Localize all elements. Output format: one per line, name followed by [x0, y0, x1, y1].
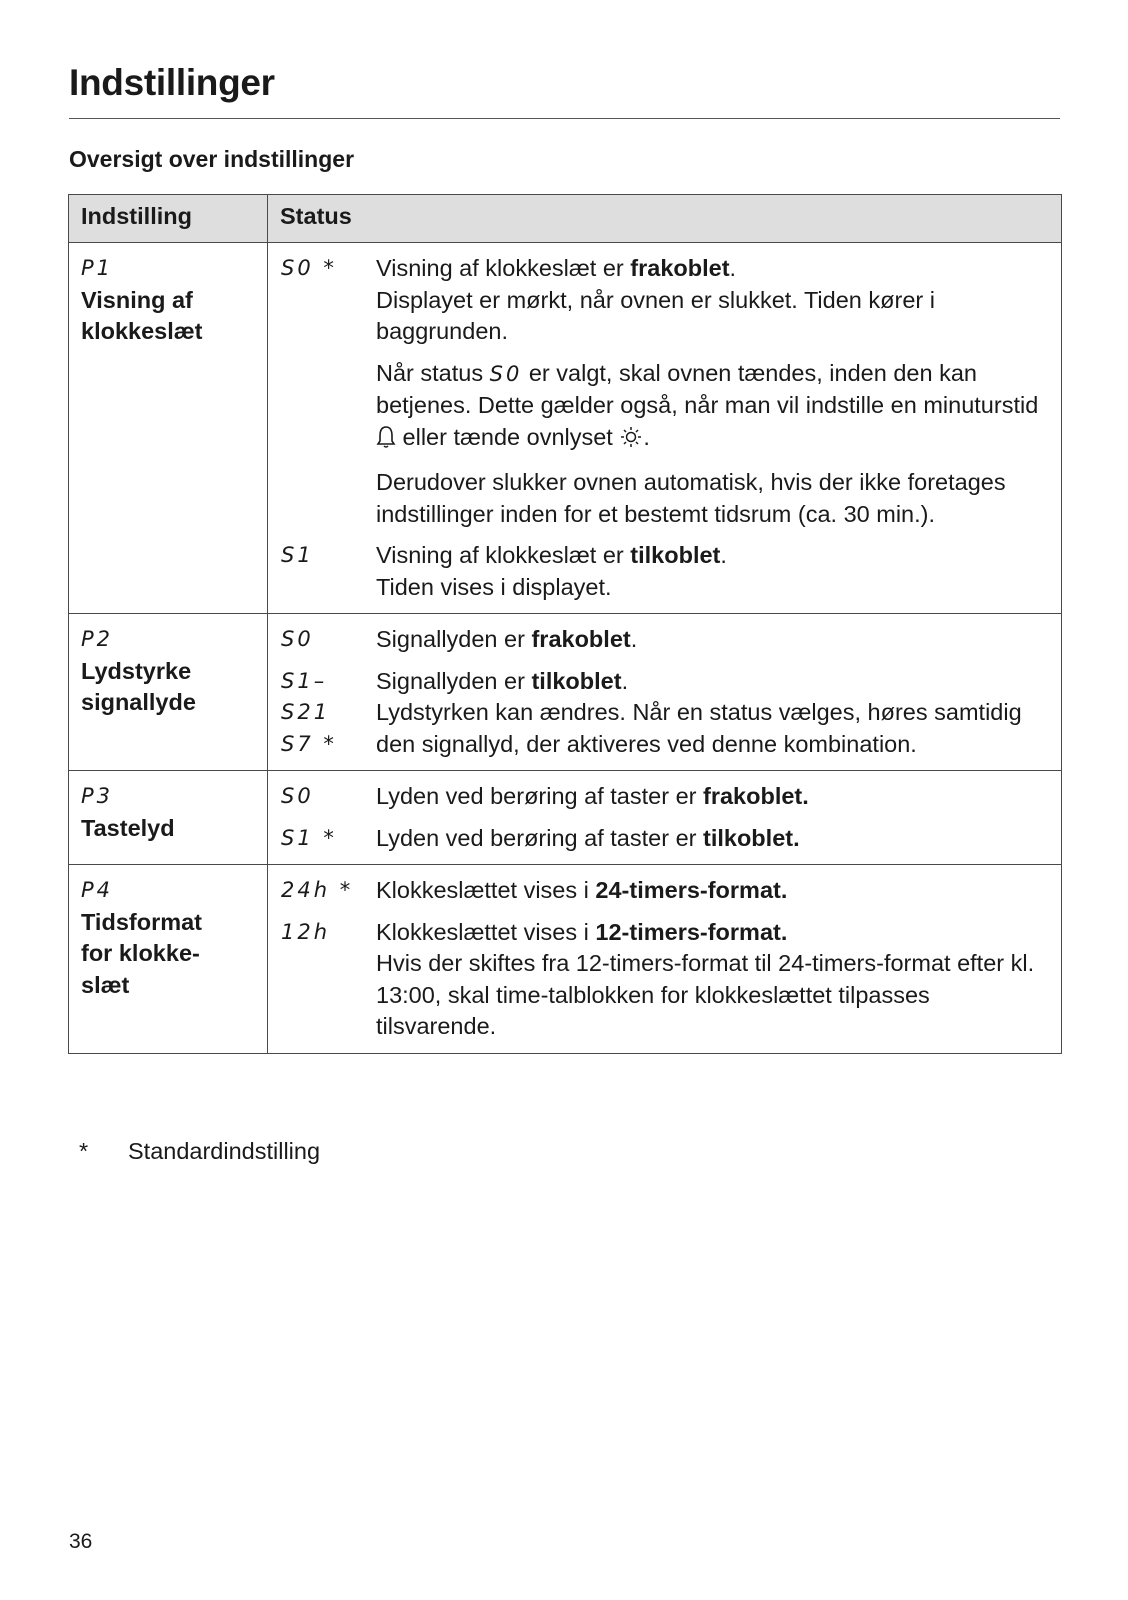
desc-bold: tilkoblet	[531, 667, 622, 694]
status-description	[376, 823, 1061, 855]
setting-code: P4	[81, 878, 114, 902]
status-entry	[268, 540, 1061, 603]
setting-cell	[69, 771, 268, 865]
setting-label: klokkeslæt	[81, 318, 203, 344]
status-entry	[268, 875, 1061, 907]
desc-text: Klokkeslættet vises i	[376, 918, 596, 945]
status-entry	[268, 253, 1061, 530]
status-code: 24h *	[281, 878, 354, 902]
desc-text: Signallyden er	[376, 667, 532, 694]
setting-label: for klokke-	[81, 940, 200, 966]
table-row	[69, 243, 1062, 614]
setting-label: Tidsformat	[81, 908, 202, 935]
desc-text: .	[630, 626, 638, 652]
table-row	[69, 771, 1062, 865]
bell-icon	[376, 425, 396, 458]
desc-text: Displayet er mørkt, når ovnen er slukket. Tiden kører i baggrunden.	[376, 286, 935, 344]
desc-text: Visning af klokkeslæt er	[376, 542, 631, 568]
status-cell	[268, 771, 1062, 865]
status-code: S0	[281, 784, 314, 808]
desc-bold: tilkoblet.	[703, 824, 800, 851]
status-code: S21	[281, 700, 331, 724]
status-entry	[268, 666, 1061, 761]
desc-text: Derudover slukker ovnen automatisk, hvis der ikke foretages indstillinger inden for et bestemt tidsrum (ca. 30 min.).	[376, 469, 1006, 527]
desc-bold: 24-timers-format.	[595, 877, 788, 903]
desc-text: Visning af klokkeslæt er	[376, 255, 631, 281]
setting-cell	[69, 865, 268, 1054]
footnote-text: Standardindstilling	[128, 1138, 321, 1164]
desc-text: Lydstyrken kan ændres. Når en status vælges, høres samtidig den signallyd, der aktiveres ved denne kombination.	[376, 699, 1022, 757]
footnote-marker: *	[79, 1138, 89, 1164]
status-description	[376, 624, 1061, 656]
setting-label: Visning af	[81, 286, 193, 313]
status-code: S7 *	[281, 731, 337, 756]
column-header-setting: Indstilling	[69, 195, 268, 243]
inline-status-code: S0	[489, 361, 523, 386]
desc-text: Tiden vises i displayet.	[376, 573, 612, 600]
desc-bold: tilkoblet	[630, 542, 721, 568]
status-entry	[268, 917, 1061, 1043]
desc-bold: frakoblet.	[703, 783, 809, 809]
desc-text: .	[621, 667, 629, 694]
desc-text: er valgt, skal ovnen tændes, inden den kan betjenes. Dette gælder også, når man vil indstille en minuturstid	[376, 359, 1039, 418]
table-header-row	[69, 195, 1062, 243]
footnote	[79, 1138, 321, 1165]
status-code: S0 *	[281, 256, 337, 280]
table-row	[69, 614, 1062, 771]
status-code: 12h	[281, 919, 331, 944]
desc-text: eller tænde ovnlyset	[396, 423, 620, 450]
status-cell	[268, 614, 1062, 771]
setting-label: slæt	[81, 971, 130, 998]
desc-text: .	[643, 423, 650, 450]
setting-code: P3	[81, 784, 114, 808]
desc-text: .	[729, 255, 737, 281]
status-description	[376, 253, 1061, 530]
status-description	[376, 666, 1061, 761]
setting-label: Lydstyrke	[81, 657, 192, 684]
table-row	[69, 865, 1062, 1054]
oven-light-icon	[619, 425, 643, 458]
desc-text: Klokkeslættet vises i	[376, 877, 596, 903]
desc-text: Hvis der skiftes fra 12-timers-format til 24-timers-format efter kl. 13:00, skal time-talblokken for klokkeslættet tilpasses tilsvarende.	[376, 950, 1035, 1039]
column-header-status: Status	[268, 195, 1062, 243]
status-cell	[268, 865, 1062, 1054]
status-description	[376, 540, 1061, 603]
status-entry	[268, 781, 1061, 813]
desc-text: Når status	[376, 359, 490, 386]
setting-cell	[69, 243, 268, 614]
setting-code: P1	[81, 256, 114, 280]
desc-bold: frakoblet	[630, 255, 730, 281]
desc-text: Lyden ved berøring af taster er	[376, 783, 703, 809]
status-code: S1 *	[281, 825, 337, 850]
setting-cell	[69, 614, 268, 771]
status-description	[376, 875, 1061, 907]
desc-text: Signallyden er	[376, 626, 532, 652]
title-divider	[69, 118, 1060, 119]
status-cell	[268, 243, 1062, 614]
status-code: S1	[281, 543, 314, 567]
setting-label: Tastelyd	[81, 814, 175, 841]
section-heading: Oversigt over indstillinger	[69, 146, 355, 172]
status-entry	[268, 624, 1061, 656]
status-entry	[268, 823, 1061, 855]
setting-label: signallyde	[81, 689, 196, 715]
status-code: S1–	[281, 668, 328, 693]
settings-table	[68, 194, 1062, 1054]
status-description	[376, 781, 1061, 813]
desc-bold: 12-timers-format.	[595, 918, 788, 945]
desc-text: Lyden ved berøring af taster er	[376, 824, 703, 851]
setting-code: P2	[81, 627, 114, 651]
page-number: 36	[69, 1530, 93, 1553]
desc-bold: frakoblet	[531, 626, 631, 652]
status-description	[376, 917, 1061, 1043]
page-title: Indstillinger	[69, 62, 275, 103]
desc-text: .	[720, 542, 727, 568]
status-code: S0	[281, 627, 314, 651]
